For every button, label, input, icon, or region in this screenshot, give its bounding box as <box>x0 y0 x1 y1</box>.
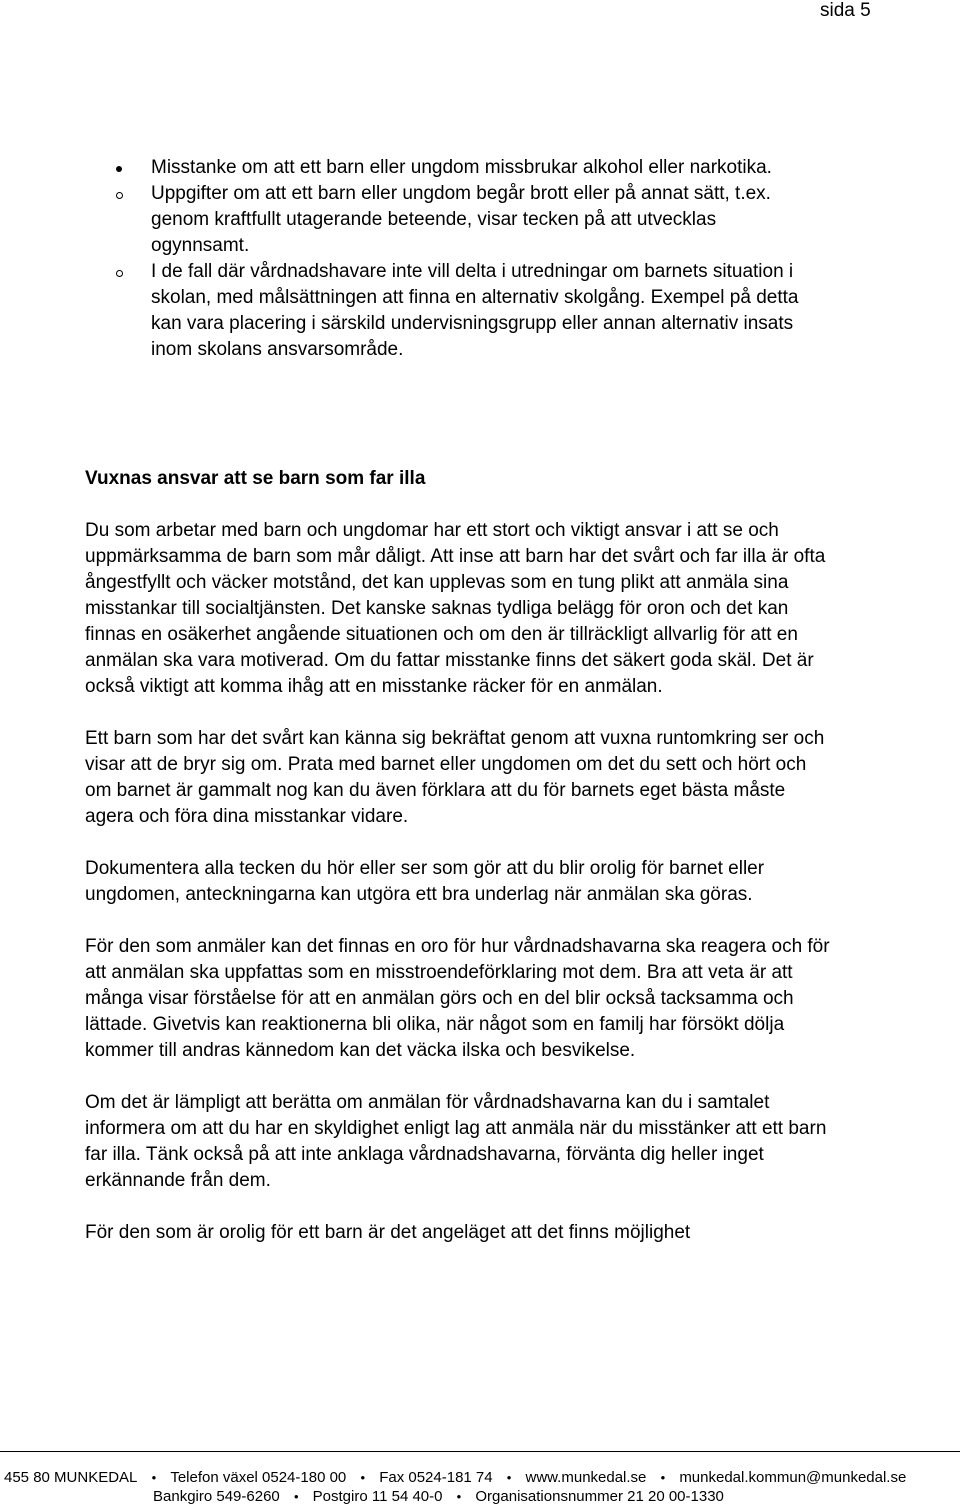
separator-icon: • <box>506 1470 512 1485</box>
bullet-icon <box>116 166 122 172</box>
footer-web-link[interactable]: www.munkedal.se <box>525 1469 647 1486</box>
bullet-text: Misstanke om att ett barn eller ungdom missbrukar alkohol eller narkotika. <box>151 157 772 178</box>
list-item <box>0 155 801 181</box>
bullet-list <box>0 155 960 363</box>
bullet-icon <box>116 192 123 199</box>
paragraph: Ett barn som har det svårt kan känna sig bekräftat genom att vuxna runtomkring ser och visar att de bryr sig om. Prata med barnet eller ungdomen om det du sett och hört och om barnet är gammalt nog kan du även förklara att du för barnets eget bästa måste agera och föra dina misstankar vidare. <box>85 728 825 827</box>
page-number: sida 5 <box>820 0 871 21</box>
bullet-text: I de fall där vårdnadshavare inte vill delta i utredningar om barnets situation i skolan, med målsättningen att finna en alternativ skolgång. Exempel på detta kan vara placering i särskild undervisningsgrupp eller annan alternativ insats inom skolans ansvarsområde. <box>151 261 799 360</box>
footer-address: 455 80 MUNKEDAL <box>4 1469 138 1486</box>
separator-icon: • <box>360 1470 366 1485</box>
footer-finance-row <box>153 1488 960 1506</box>
paragraph: Du som arbetar med barn och ungdomar har ett stort och viktigt ansvar i att se och uppmärksamma de barn som mår dåligt. Att inse att barn har det svårt och far illa är ofta ångestfyllt och väcker motstånd, det kan upplevas som en tung plikt att anmäla sina misstankar till socialtjänsten. Det kanske saknas tydliga belägg för oron och det kan finnas en osäkerhet angående situationen och om den är tillräckligt allvarlig för att en anmälan ska vara motiverad. Om du fattar misstanke finns det säkert goda skäl. Det är också viktigt att komma ihåg att en misstanke räcker för en anmälan. <box>85 520 826 697</box>
separator-icon: • <box>151 1470 157 1485</box>
section-heading: Vuxnas ansvar att se barn som far illa <box>85 468 426 489</box>
paragraph: För den som är orolig för ett barn är det angeläget att det finns möjlighet <box>85 1222 691 1243</box>
paragraph: Om det är lämpligt att berätta om anmälan för vårdnadshavarna kan du i samtalet informera om att du har en skyldighet enligt lag att anmäla när du misstänker att ett barn far illa. Tänk också på att inte anklaga vårdnadshavarna, förvänta dig heller inget erkännande från dem. <box>85 1092 827 1191</box>
paragraph: Dokumentera alla tecken du hör eller ser som gör att du blir orolig för barnet eller ungdomen, anteckningarna kan utgöra ett bra underlag när anmälan ska göras. <box>85 858 765 905</box>
separator-icon: • <box>293 1489 299 1504</box>
footer-email-link[interactable]: munkedal.kommun@munkedal.se <box>679 1469 907 1486</box>
paragraph: För den som anmäler kan det finnas en oro för hur vårdnadshavarna ska reagera och för att anmälan ska uppfattas som en misstroendeförklaring mot dem. Bra att veta är att många visar förståelse för att en anmälan görs och en del blir också tacksamma och lättade. Givetvis kan reaktionerna bli olika, när något som en familj har försökt dölja kommer till andras kännedom kan det väcka ilska och besvikelse. <box>85 936 830 1061</box>
separator-icon: • <box>456 1489 462 1504</box>
separator-icon: • <box>660 1470 666 1485</box>
bullet-text: Uppgifter om att ett barn eller ungdom begår brott eller på annat sätt, t.ex. genom kraftfullt utagerande beteende, visar tecken på att utvecklas ogynnsamt. <box>151 183 771 256</box>
footer-bankgiro: Bankgiro 549-6260 <box>153 1488 280 1505</box>
list-item <box>0 259 801 363</box>
footer-contact-row <box>4 1469 960 1487</box>
bullet-icon <box>116 270 123 277</box>
footer-postgiro: Postgiro 11 54 40-0 <box>312 1488 443 1505</box>
footer-fax: Fax 0524-181 74 <box>379 1469 493 1486</box>
footer-phone: Telefon växel 0524-180 00 <box>170 1469 347 1486</box>
footer-divider <box>0 1451 960 1452</box>
list-item <box>0 181 801 259</box>
main-content <box>85 466 830 1272</box>
footer-org-number: Organisationsnummer 21 20 00-1330 <box>475 1488 724 1505</box>
